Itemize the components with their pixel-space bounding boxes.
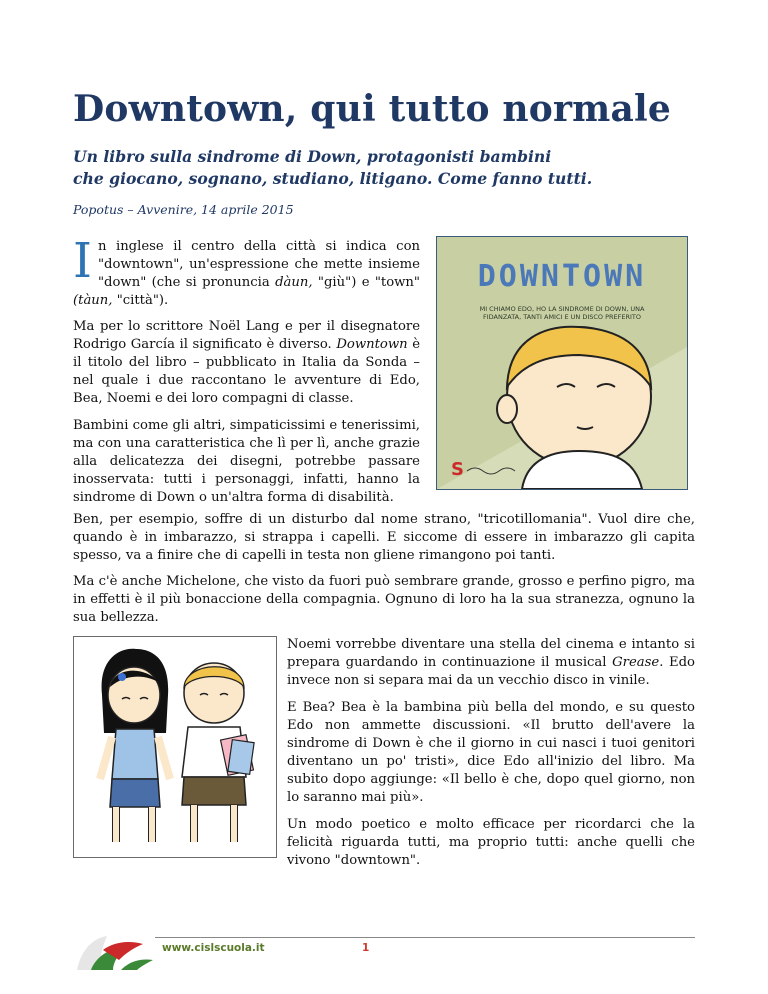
paragraph-intro [73, 233, 420, 310]
article-subtitle [73, 146, 713, 190]
subtitle-line-1: Un libro sulla sindrome di Down, protagonisti bambini [73, 147, 552, 166]
paragraph-noemi [287, 636, 695, 690]
pronunciation-daun: dàun, [275, 275, 313, 290]
paragraph-authors [73, 318, 420, 408]
book-cover-image [436, 236, 688, 490]
cisl-scuola-logo [73, 930, 159, 974]
paragraph-intro-text-a: n inglese il centro della città si indica con "downtown", un'espressione che mette insieme "down" (che si pronuncia [97, 239, 420, 290]
paragraph-authors-text-a: Ma per lo scrittore Noël Lang e per il disegnatore Rodrigo García il significato è diverso. [73, 319, 420, 352]
paragraph-ben: Ben, per esempio, soffre di un disturbo dal nome strano, "tricotillomania". Vuol dire che, quando è in imbarazzo, si strappa i capelli. E siccome di essere in imbarazzo gli capita spesso, va a finire che di capelli in testa non gliene rimangono poi tanti. [73, 512, 695, 563]
paragraph-authors-text-b: è il titolo del libro – pubblicato in Italia da Sonda – nel quale i due raccontano le avventure di Edo, Bea, Noemi e dei loro compagni di classe. [73, 337, 421, 406]
drop-cap: I [73, 233, 92, 289]
paragraph-characters: Bambini come gli altri, simpaticissimi e tenerissimi, ma con una caratteristica che lì per lì, anche grazie alla delicatezza dei disegni, potrebbe passare inosservata: tutti i personaggi, infatti, hanno la sindrome di Down o un'altra forma di disabilità. [73, 418, 420, 505]
footer-website-link[interactable]: www.cislscuola.it [162, 942, 265, 954]
paragraph-michelone: Ma c'è anche Michelone, che visto da fuori può sembrare grande, grosso e perfino pigro, ma in effetti è il più bonaccione della compagnia. Ognuno di loro ha la sua stranezza, ognuno la sua bellezza. [73, 574, 695, 625]
article-title: Downtown, qui tutto normale [73, 88, 671, 130]
publisher-logo: S [451, 459, 464, 480]
cover-subtitle: MI CHIAMO EDO, HO LA SINDROME DI DOWN, UNA FIDANZATA, TANTI AMICI E UN DISCO PREFERITO [479, 305, 645, 321]
source-dateline: Popotus – Avvenire, 14 aprile 2015 [73, 202, 294, 217]
paragraph-noemi-text-a: Noemi vorrebbe diventare una stella del cinema e intanto si prepara guardando in continuazione il musical [287, 637, 695, 670]
paragraph-noemi-text-b: . Edo invece non si separa mai da un vecchio disco in vinile. [287, 655, 695, 688]
cover-title: DOWNTOWN [477, 259, 647, 294]
paragraph-intro-text-c: "città"). [112, 293, 169, 308]
page-number: 1 [362, 942, 370, 954]
book-title-inline: Downtown [336, 337, 408, 352]
pronunciation-taun: (tàun, [73, 293, 113, 308]
paragraph-bea: E Bea? Bea è la bambina più bella del mondo, e su questo Edo non ammette discussioni. «Il brutto dell'avere la sindrome di Down è che il giorno in cui nasci i tuoi genitori diventano un po' tristi», dice Edo all'inizio del libro. Ma subito dopo aggiunge: «Il bello è che, dopo quel giorno, non lo saranno mai più». [287, 700, 695, 805]
footer-divider [155, 937, 695, 938]
subtitle-line-2: che giocano, sognano, studiano, litigano. Come fanno tutti. [73, 169, 593, 188]
paragraph-conclusion: Un modo poetico e molto efficace per ricordarci che la felicità riguarda tutti, ma proprio tutti: anche quelli che vivono "downtown". [287, 817, 695, 868]
girl-and-boy-drawing [74, 637, 276, 857]
characters-illustration [73, 636, 277, 858]
paragraph-intro-text-b: "giù") e "town" [312, 275, 420, 290]
musical-title-inline: Grease [612, 655, 660, 670]
